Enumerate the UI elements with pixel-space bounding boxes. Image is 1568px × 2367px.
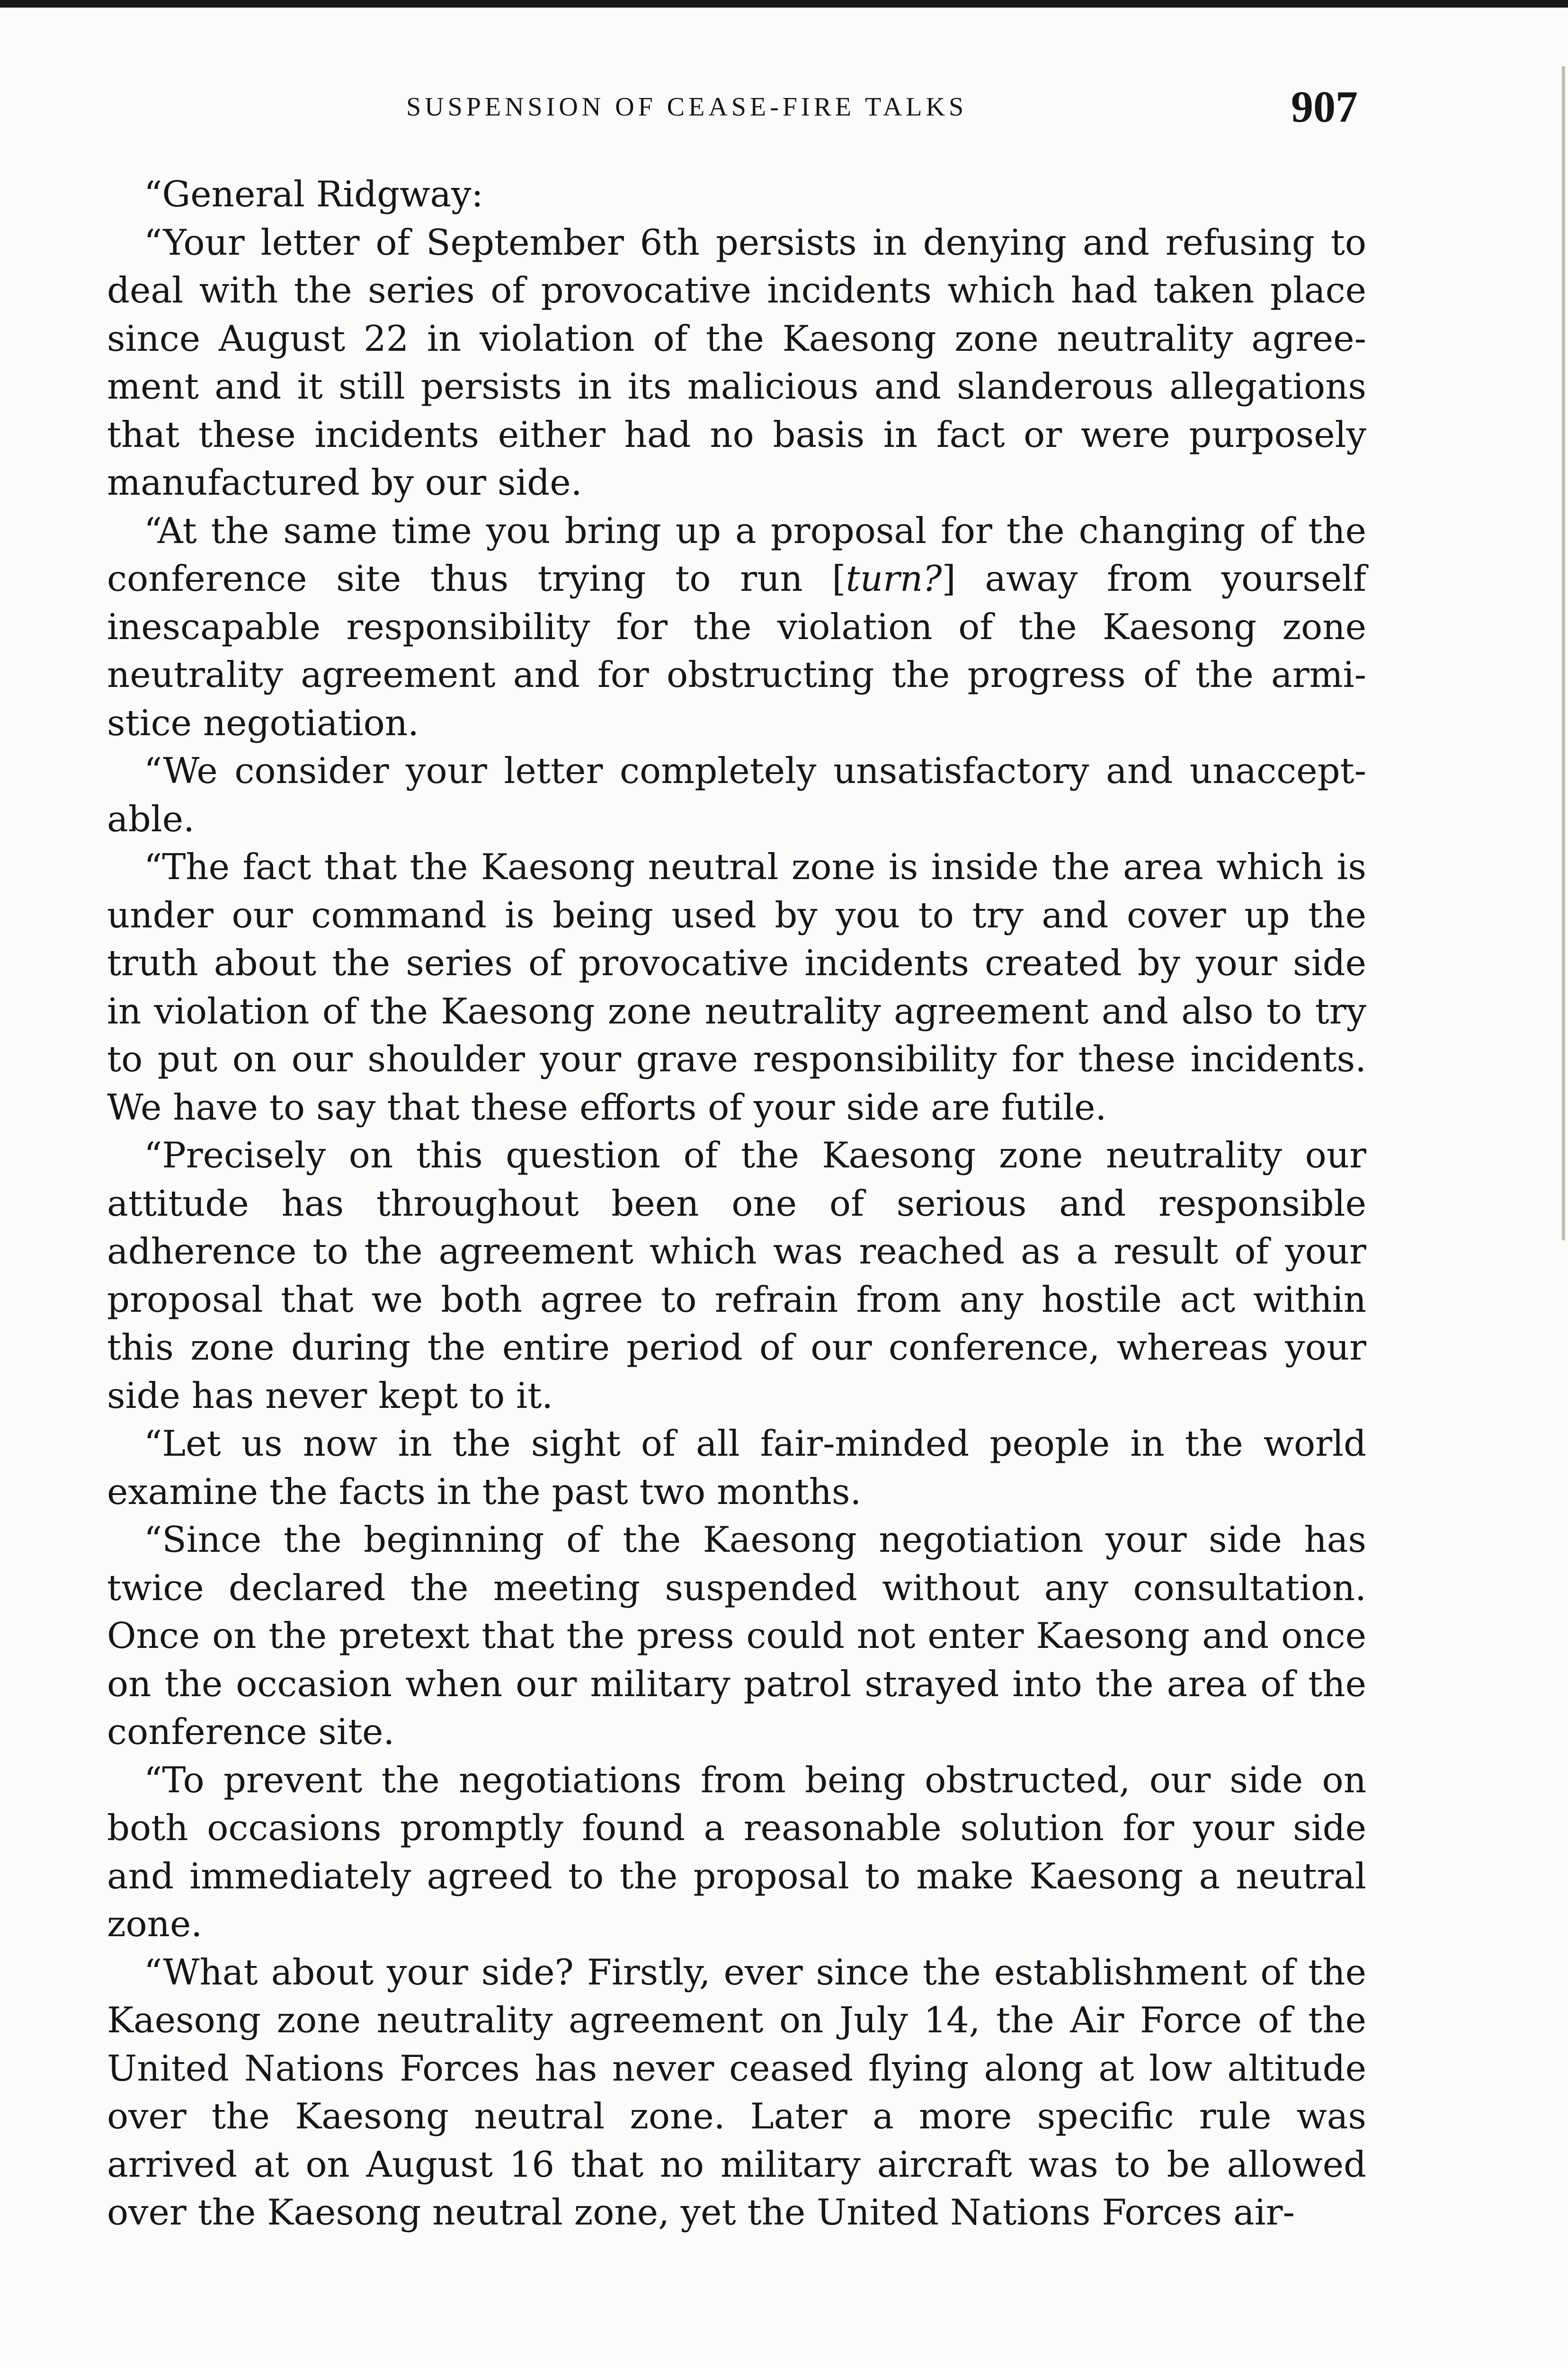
paragraph-letter-response: “Your letter of September 6th persists in denying and refusing to deal with the series of provocative incidents which had taken place since August 22 in violation of the Kaesong zone neutrality agreement and it still persists in its malicious and slanderous allegations that these incidents either had no basis in fact or were purposely manufactured by our side. — [107, 221, 1366, 503]
editorial-insertion: turn? — [846, 558, 942, 599]
paragraph-air-force: “What about your side? Firstly, ever since the establishment of the Kaesong zone neutrality agreement on July 14, the Air Force of the United Nations Forces has never ceased flying along at low altitude over the Kaesong neutral zone. Later a more specific rule was arrived at on August 16 that no military aircraft was to be allowed over the Kaesong neutral zone, yet the United Nations Forces air- — [107, 1951, 1366, 2233]
scan-edge-shadow — [1561, 66, 1565, 1240]
running-title: SUSPENSION OF CEASE-FIRE TALKS — [406, 92, 968, 122]
paragraph-text-part: “At the same time you bring up a proposal for the changing of the conference site thus trying to run [ — [107, 509, 1366, 599]
body-text — [107, 170, 1366, 2237]
paragraph-reasonable-solution: “To prevent the negotiations from being obstructed, our side on both occasions promptly found a reasonable solution for your side and immediately agreed to the proposal to make Kaesong a neutral zone. — [107, 1759, 1366, 1945]
salutation-paragraph: “General Ridgway: — [144, 173, 483, 215]
paragraph-unacceptable: “We consider your letter completely unsatisfactory and unacceptable. — [107, 750, 1366, 840]
paragraph-conference-site — [107, 507, 1366, 747]
paragraph-meetings-suspended: “Since the beginning of the Kaesong negotiation your side has twice declared the meeting suspended without any consultation. Once on the pretext that the press could not enter Kaesong and once on the occasion when our military patrol strayed into the area of the conference site. — [107, 1519, 1366, 1753]
paragraph-adherence: “Precisely on this question of the Kaesong zone neutrality our attitude has throughout been one of serious and responsible adherence to the agreement which was reached as a result of your proposal that we both agree to refrain from any hostile act within this zone during the entire period of our conference, whereas your side has never kept to it. — [107, 1134, 1366, 1416]
paragraph-neutral-zone-command: “The fact that the Kaesong neutral zone is inside the area which is under our command is being used by you to try and cover up the truth about the series of provocative incidents created by your side in violation of the Kaesong zone neutrality agreement and also to try to put on our shoulder your grave responsibility for these incidents. We have to say that these efforts of your side are futile. — [107, 846, 1366, 1128]
page-number: 907 — [1291, 82, 1358, 132]
paragraph-examine-facts: “Let us now in the sight of all fair-minded people in the world examine the facts in the past two months. — [107, 1423, 1366, 1513]
running-head — [108, 82, 1358, 137]
paragraph-text-part: ] away from yourself inescapable responsibility for the violation of the Kaesong zone neutrality agreement and for obstructing the progress of the armistice negotiation. — [107, 558, 1366, 744]
top-border-rule — [0, 0, 1568, 8]
